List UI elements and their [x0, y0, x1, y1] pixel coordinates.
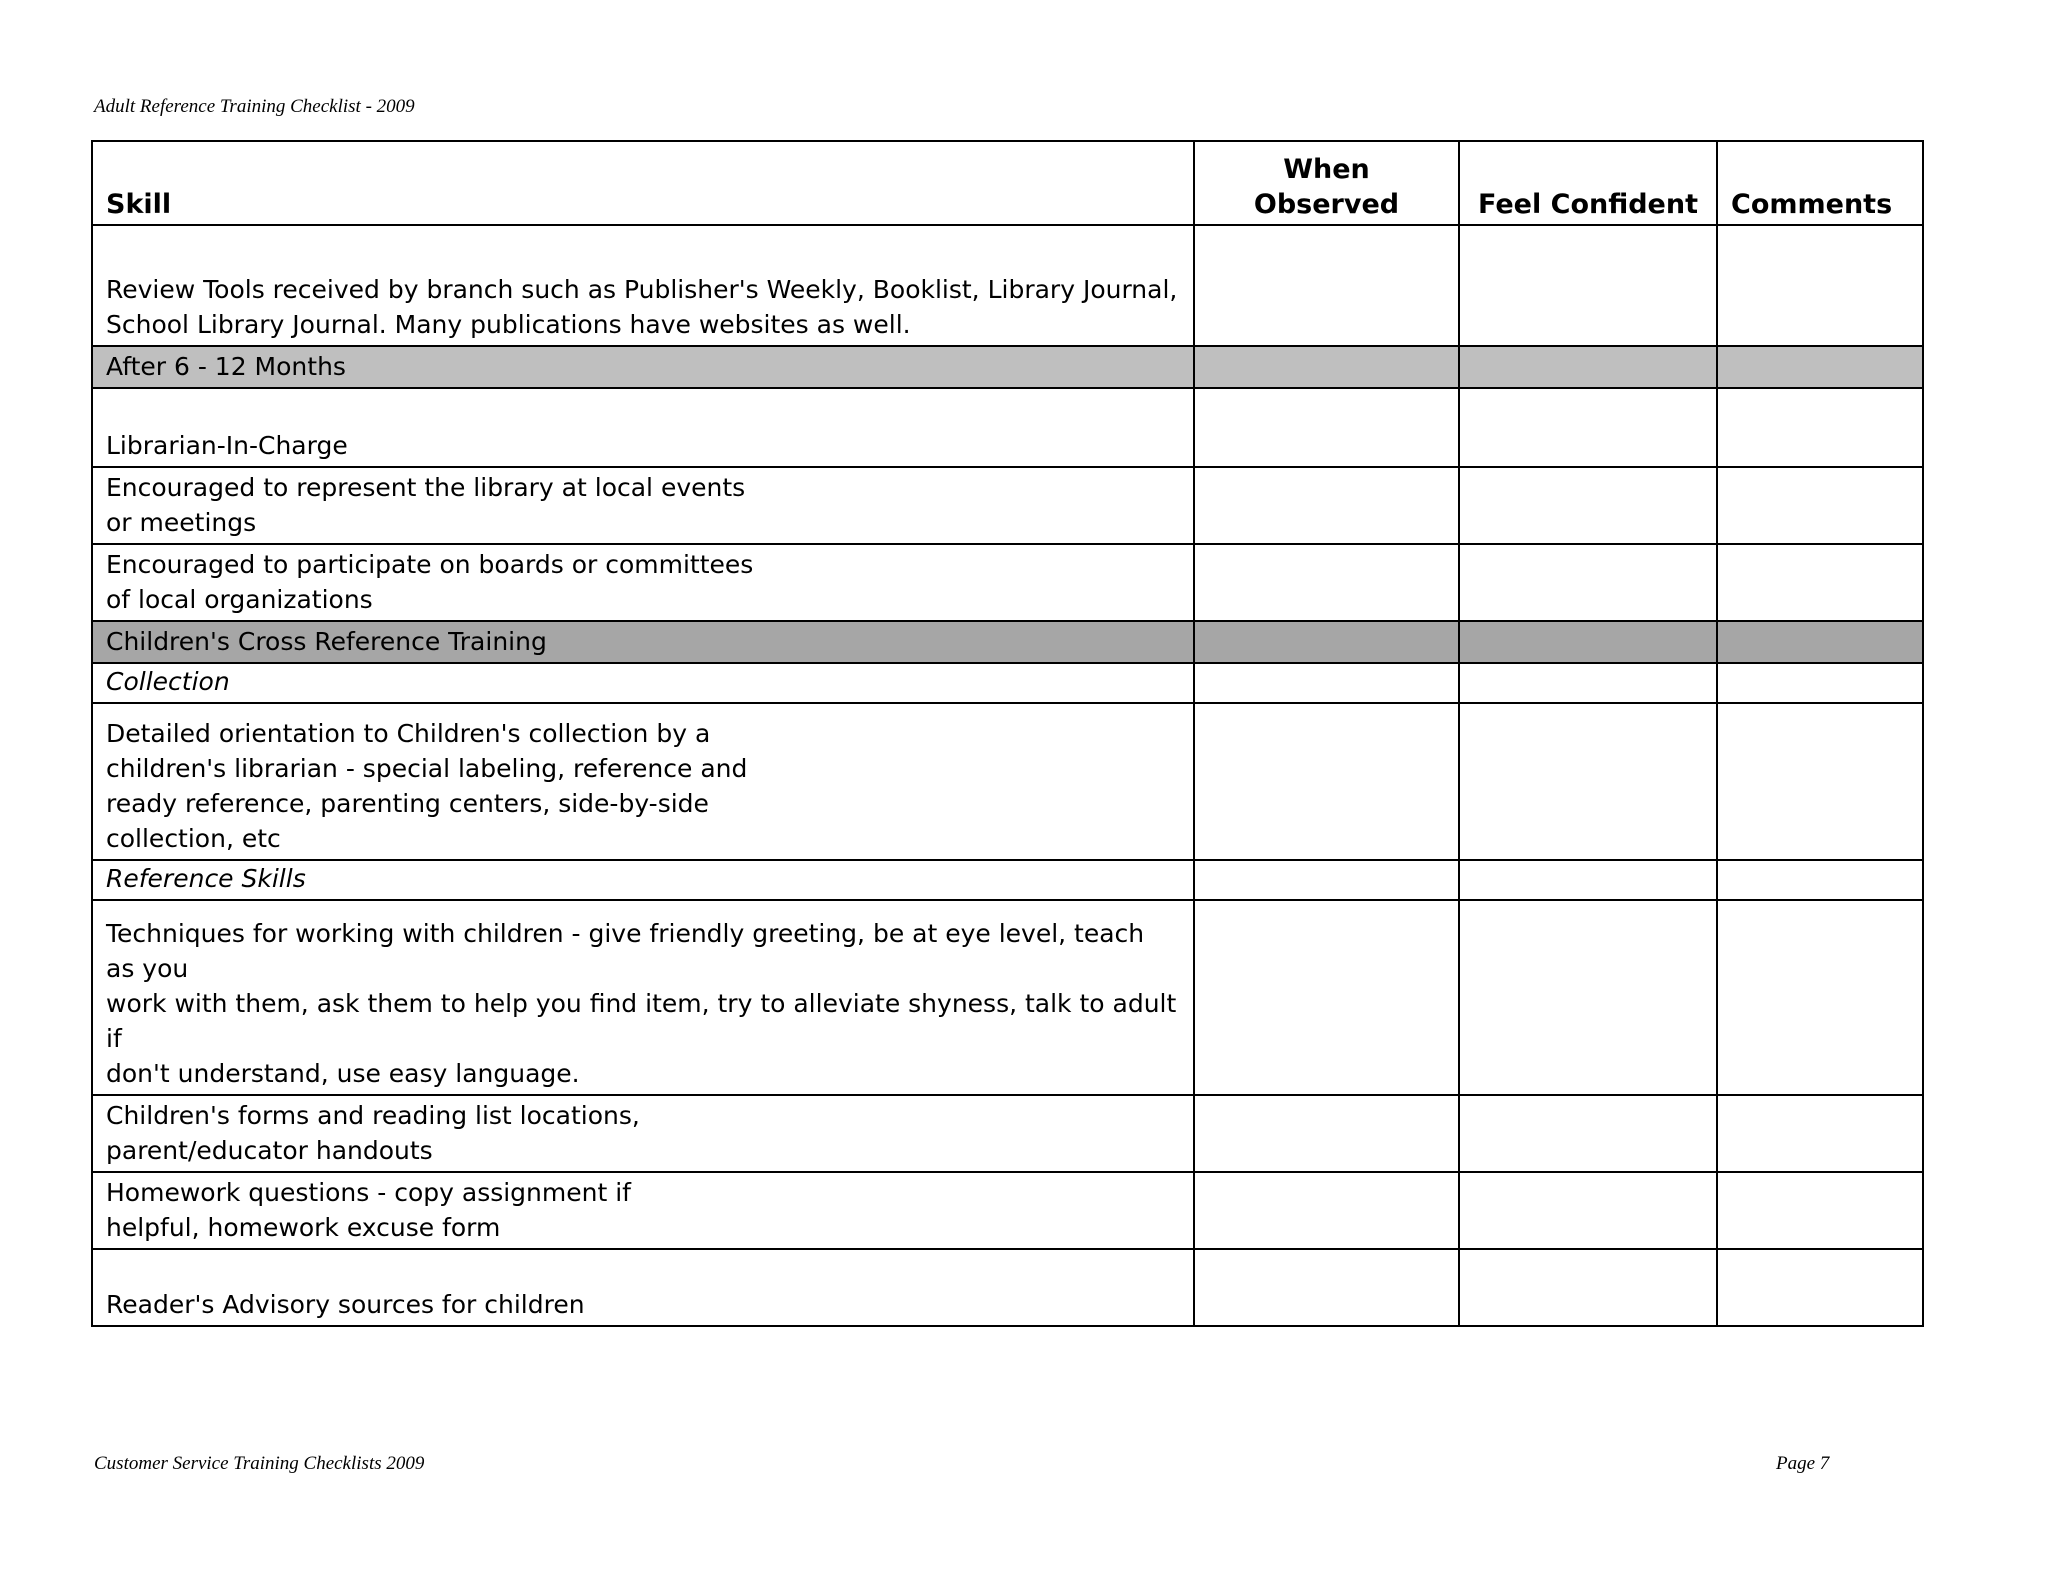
- feel-confident-cell: [1459, 467, 1717, 544]
- skill-line: work with them, ask them to help you find item, try to alleviate shyness, talk to adult if: [106, 989, 1177, 1053]
- table-row: [92, 1172, 1923, 1249]
- feel-confident-cell: [1459, 388, 1717, 467]
- comments-cell: [1717, 900, 1923, 1095]
- comments-cell: [1717, 1172, 1923, 1249]
- table-row: [92, 900, 1923, 1095]
- feel-confident-cell: [1459, 1249, 1717, 1326]
- comments-cell: [1717, 544, 1923, 621]
- when-observed-cell: [1194, 1249, 1459, 1326]
- column-header-comments: Comments: [1717, 141, 1923, 225]
- skill-line: Detailed orientation to Children's collection by a: [106, 719, 711, 748]
- table-row: [92, 388, 1923, 467]
- subheading-label: Reference Skills: [92, 860, 1194, 900]
- comments-cell: [1717, 703, 1923, 860]
- comments-cell: [1717, 225, 1923, 346]
- when-observed-cell: [1194, 1172, 1459, 1249]
- skill-line: of local organizations: [106, 585, 373, 614]
- when-observed-cell: [1194, 544, 1459, 621]
- skill-line: parent/educator handouts: [106, 1136, 433, 1165]
- subheading-label: Collection: [92, 663, 1194, 703]
- section-label: Children's Cross Reference Training: [92, 621, 1194, 663]
- skill-line: ready reference, parenting centers, side-by-side: [106, 789, 709, 818]
- page-number: Page 7: [1776, 1453, 1830, 1474]
- running-header: Adult Reference Training Checklist - 2009: [94, 96, 415, 117]
- skill-line: Homework questions - copy assignment if: [106, 1178, 631, 1207]
- when-observed-cell: [1194, 703, 1459, 860]
- skill-line: or meetings: [106, 508, 257, 537]
- skill-line: Children's forms and reading list locations,: [106, 1101, 640, 1130]
- subheading-row: [92, 860, 1923, 900]
- skill-line: School Library Journal. Many publications have websites as well.: [106, 310, 911, 339]
- skill-cell: [92, 1095, 1194, 1172]
- skill-line: children's librarian - special labeling, reference and: [106, 754, 748, 783]
- section-row: [92, 621, 1923, 663]
- skill-cell: [92, 388, 1194, 467]
- comments-cell: [1717, 1249, 1923, 1326]
- skill-line: Techniques for working with children - give friendly greeting, be at eye level, teach as you: [106, 919, 1145, 983]
- table-row: [92, 225, 1923, 346]
- comments-cell: [1717, 1095, 1923, 1172]
- skill-cell: [92, 225, 1194, 346]
- column-header-skill: Skill: [92, 141, 1194, 225]
- when-observed-cell: [1194, 900, 1459, 1095]
- table-header-row: [92, 141, 1923, 225]
- table-row: [92, 544, 1923, 621]
- skill-line: Review Tools received by branch such as Publisher's Weekly, Booklist, Library Journal,: [106, 275, 1178, 304]
- section-row: [92, 346, 1923, 388]
- skill-cell: [92, 1172, 1194, 1249]
- skill-line: collection, etc: [106, 824, 281, 853]
- skill-line: Encouraged to participate on boards or committees: [106, 550, 754, 579]
- when-observed-cell: [1194, 467, 1459, 544]
- when-observed-cell: [1194, 388, 1459, 467]
- skill-cell: [92, 544, 1194, 621]
- subheading-row: [92, 663, 1923, 703]
- skill-line: Encouraged to represent the library at local events: [106, 473, 746, 502]
- feel-confident-cell: [1459, 900, 1717, 1095]
- skill-line: Librarian-In-Charge: [106, 431, 348, 460]
- skill-cell: [92, 900, 1194, 1095]
- feel-confident-cell: [1459, 225, 1717, 346]
- comments-cell: [1717, 467, 1923, 544]
- feel-confident-cell: [1459, 1095, 1717, 1172]
- skill-line: Reader's Advisory sources for children: [106, 1290, 585, 1319]
- feel-confident-cell: [1459, 703, 1717, 860]
- skill-line: helpful, homework excuse form: [106, 1213, 501, 1242]
- skill-cell: [92, 467, 1194, 544]
- training-checklist-table: [91, 140, 1924, 1327]
- table-row: [92, 1249, 1923, 1326]
- table-row: [92, 703, 1923, 860]
- when-observed-cell: [1194, 225, 1459, 346]
- when-observed-cell: [1194, 1095, 1459, 1172]
- running-footer: Customer Service Training Checklists 2009: [94, 1453, 425, 1474]
- skill-cell: [92, 703, 1194, 860]
- section-label: After 6 - 12 Months: [92, 346, 1194, 388]
- column-header-feel-confident: Feel Confident: [1459, 141, 1717, 225]
- skill-cell: [92, 1249, 1194, 1326]
- column-header-when-observed: When Observed: [1194, 141, 1459, 225]
- feel-confident-cell: [1459, 1172, 1717, 1249]
- skill-line: don't understand, use easy language.: [106, 1059, 580, 1088]
- table-row: [92, 1095, 1923, 1172]
- table-row: [92, 467, 1923, 544]
- comments-cell: [1717, 388, 1923, 467]
- feel-confident-cell: [1459, 544, 1717, 621]
